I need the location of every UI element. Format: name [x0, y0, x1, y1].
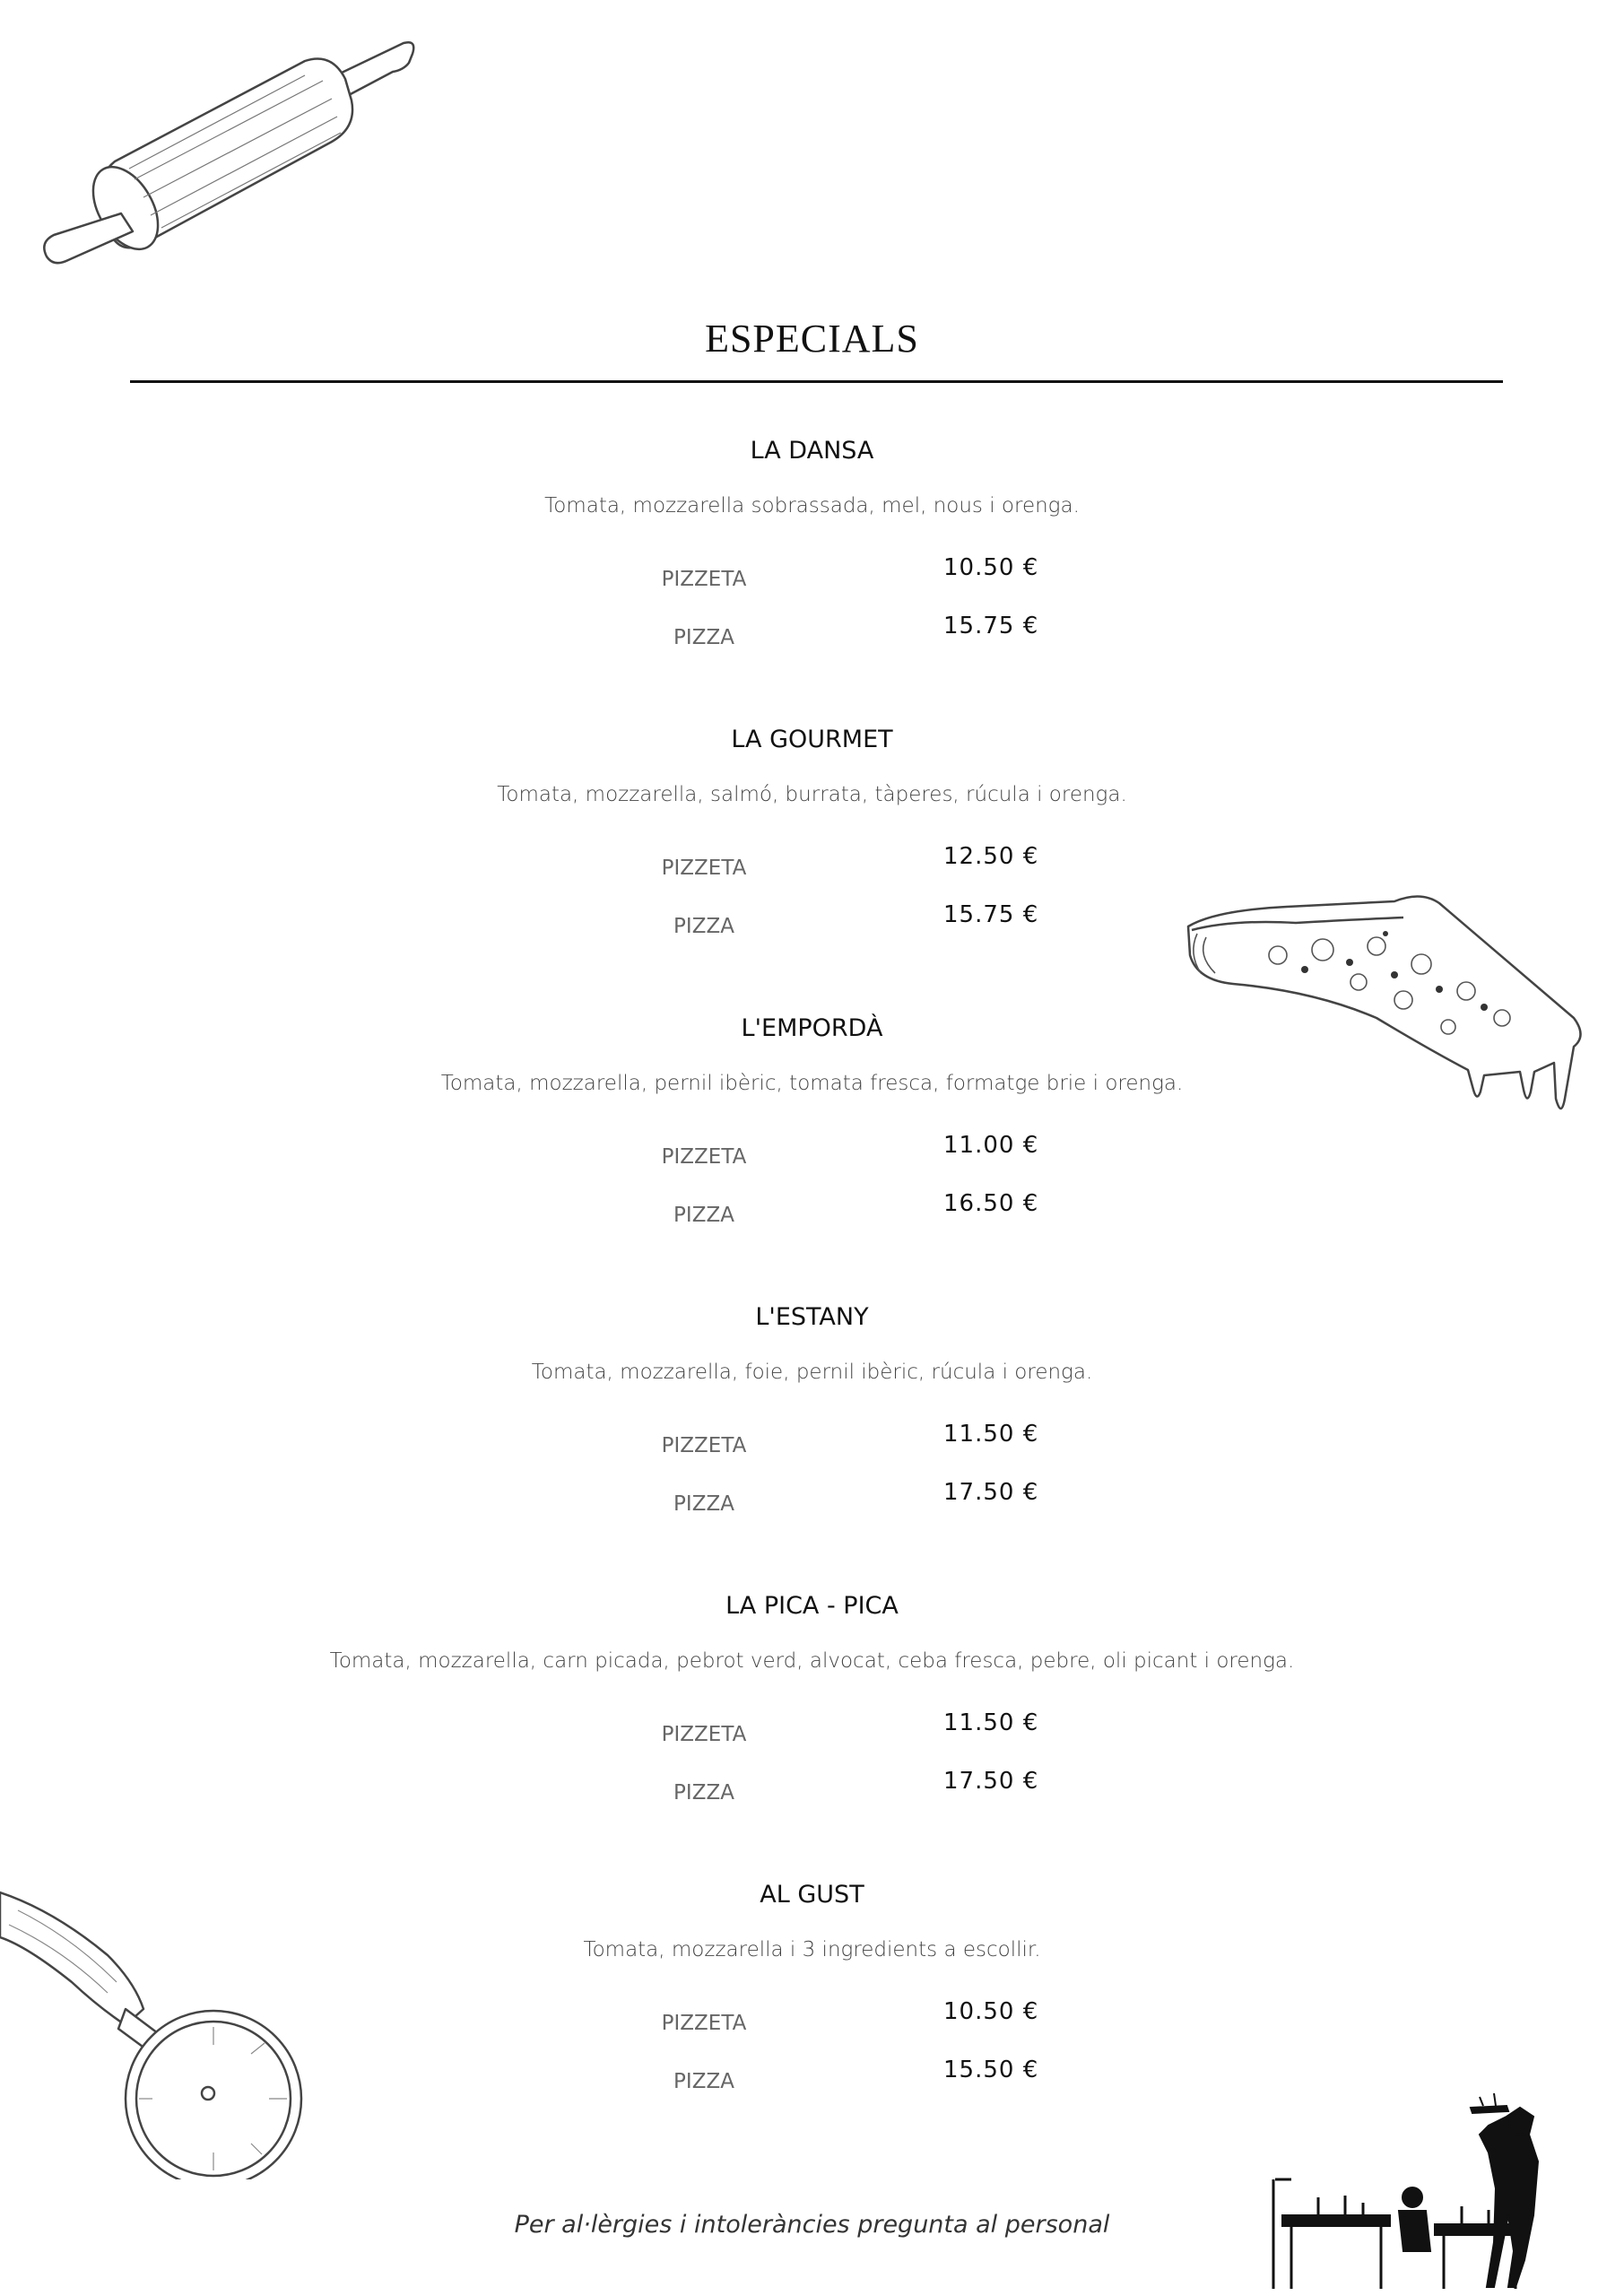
item-description: Tomata, mozzarella sobrassada, mel, nous i orenga.	[544, 494, 1080, 517]
item-name: L'ESTANY	[755, 1303, 869, 1331]
size-label-pizzeta: PIZZETA	[661, 857, 747, 880]
size-label-pizza: PIZZA	[673, 2070, 734, 2093]
price-pizza: 17.50 €	[943, 1768, 1039, 1795]
item-description: Tomata, mozzarella, pernil ibèric, tomata fresca, formatge brie i orenga.	[440, 1072, 1184, 1095]
price-pizzeta: 11.00 €	[943, 1132, 1039, 1159]
price-pizza: 16.50 €	[943, 1190, 1039, 1217]
rolling-pin-icon	[36, 36, 421, 278]
price-pizzeta: 11.50 €	[943, 1421, 1039, 1448]
price-pizzeta: 10.50 €	[943, 1998, 1039, 2025]
size-label-pizzeta: PIZZETA	[661, 568, 747, 591]
size-label-pizzeta: PIZZETA	[661, 1145, 747, 1169]
item-description: Tomata, mozzarella, salmó, burrata, tàperes, rúcula i orenga.	[497, 783, 1127, 806]
price-pizza: 15.75 €	[943, 901, 1039, 928]
item-description: Tomata, mozzarella i 3 ingredients a escollir.	[583, 1938, 1041, 1961]
size-label-pizza: PIZZA	[673, 626, 734, 649]
size-label-pizzeta: PIZZETA	[661, 1723, 747, 1746]
allergy-note: Per al·lèrgies i intoleràncies pregunta al personal	[514, 2211, 1110, 2239]
item-description: Tomata, mozzarella, carn picada, pebrot verd, alvocat, ceba fresca, pebre, oli picant i orenga.	[329, 1649, 1295, 1673]
waiter-scene-icon	[1264, 2081, 1605, 2292]
price-pizzeta: 11.50 €	[943, 1709, 1039, 1736]
size-label-pizzeta: PIZZETA	[661, 1434, 747, 1457]
page-title: ESPECIALS	[705, 317, 919, 361]
item-name: L'EMPORDÀ	[741, 1014, 883, 1042]
size-label-pizza: PIZZA	[673, 1492, 734, 1516]
item-description: Tomata, mozzarella, foie, pernil ibèric, rúcula i orenga.	[531, 1361, 1093, 1384]
size-label-pizza: PIZZA	[673, 1781, 734, 1805]
price-pizzeta: 12.50 €	[943, 843, 1039, 870]
price-pizza: 15.75 €	[943, 613, 1039, 639]
price-pizza: 15.50 €	[943, 2057, 1039, 2083]
item-name: LA GOURMET	[731, 726, 893, 753]
title-divider	[130, 380, 1503, 383]
size-label-pizzeta: PIZZETA	[661, 2012, 747, 2035]
size-label-pizza: PIZZA	[673, 915, 734, 938]
item-name: LA PICA - PICA	[725, 1592, 899, 1620]
price-pizzeta: 10.50 €	[943, 554, 1039, 581]
item-name: AL GUST	[760, 1881, 864, 1909]
size-label-pizza: PIZZA	[673, 1204, 734, 1227]
item-name: LA DANSA	[750, 437, 874, 465]
price-pizza: 17.50 €	[943, 1479, 1039, 1506]
pizza-cutter-icon	[0, 1874, 314, 2179]
